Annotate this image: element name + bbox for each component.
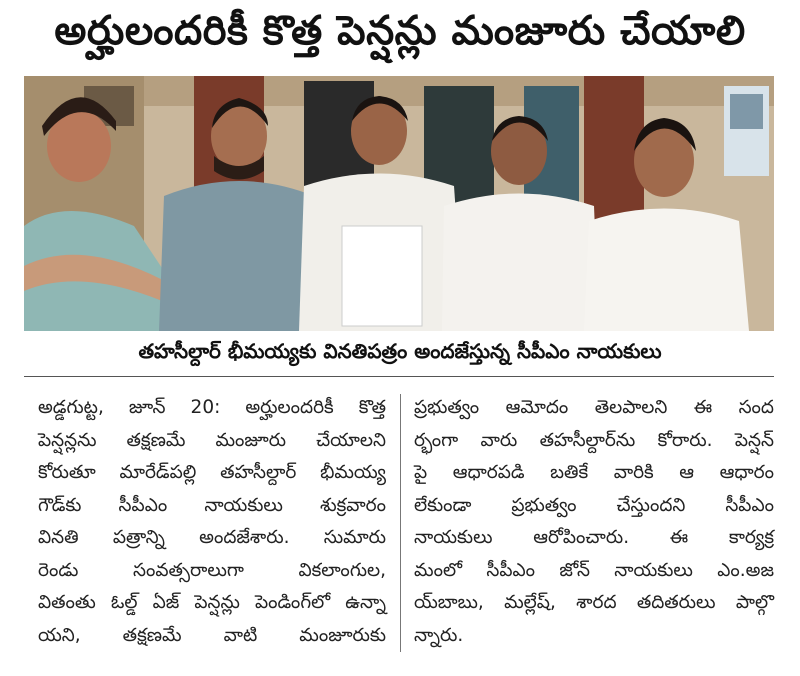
divider-rule: [24, 376, 774, 377]
headline: అర్హులందరికీ కొత్త పెన్షన్లు మంజూరు చేయాలి: [54, 8, 746, 54]
photo-caption: తహసీల్దార్ భీమయ్యకు వినతిపత్రం అందజేస్తున్న సీపీఎం నాయకులు: [138, 338, 662, 363]
article-line: ప్రభుత్వం ఆమోదం తెలపాలని ఈ సంద: [414, 397, 774, 418]
news-photo: [24, 76, 774, 331]
article-line: ర్భంగా వారు తహసీల్దార్‌ను కోరారు. పెన్షన్: [414, 429, 774, 451]
article-line: రెండు సంవత్సరాలుగా వికలాంగుల,: [38, 559, 386, 581]
article-line: లేకుండా ప్రభుత్వం చేస్తుందని సీపీఎం: [414, 494, 774, 516]
article-line: అడ్డగుట్ట, జూన్ 20: అర్హులందరికీ కొత్త: [38, 397, 386, 418]
article-line: నాయకులు ఆరోపించారు. ఈ కార్యక్ర: [414, 527, 774, 548]
article-line: య్‌బాబు, మల్లేష్, శారద తదితరులు పాల్గొ: [414, 592, 774, 613]
article-line: కోరుతూ మారేడ్‌పల్లి తహసీల్దార్ భీమయ్య: [38, 462, 386, 483]
article-column-right: [414, 392, 774, 652]
article-line: పై ఆధారపడి బతికే వారికి ఆ ఆధారం: [414, 462, 774, 483]
article-line: న్నారు.: [414, 624, 464, 646]
article-line: మంలో సీపీఎం జోన్ నాయకులు ఎం.అజ: [414, 559, 774, 581]
article-column-left: [38, 392, 386, 652]
article-line: గౌడ్‌కు సీపీఎం నాయకులు శుక్రవారం: [38, 494, 386, 516]
article-line: యని, తక్షణమే వాటి మంజూరుకు: [38, 624, 386, 646]
article-line: పెన్షన్లను తక్షణమే మంజూరు చేయాలని: [38, 429, 386, 451]
news-photo-illustration: [24, 76, 774, 331]
article-line: వితంతు ఓల్డ్ ఏజ్ పెన్షన్లు పెండింగ్‌లో ఉన్నా: [38, 592, 386, 613]
column-divider: [400, 394, 401, 652]
article-line: వినతి పత్రాన్ని అందజేశారు. సుమారు: [38, 527, 386, 548]
